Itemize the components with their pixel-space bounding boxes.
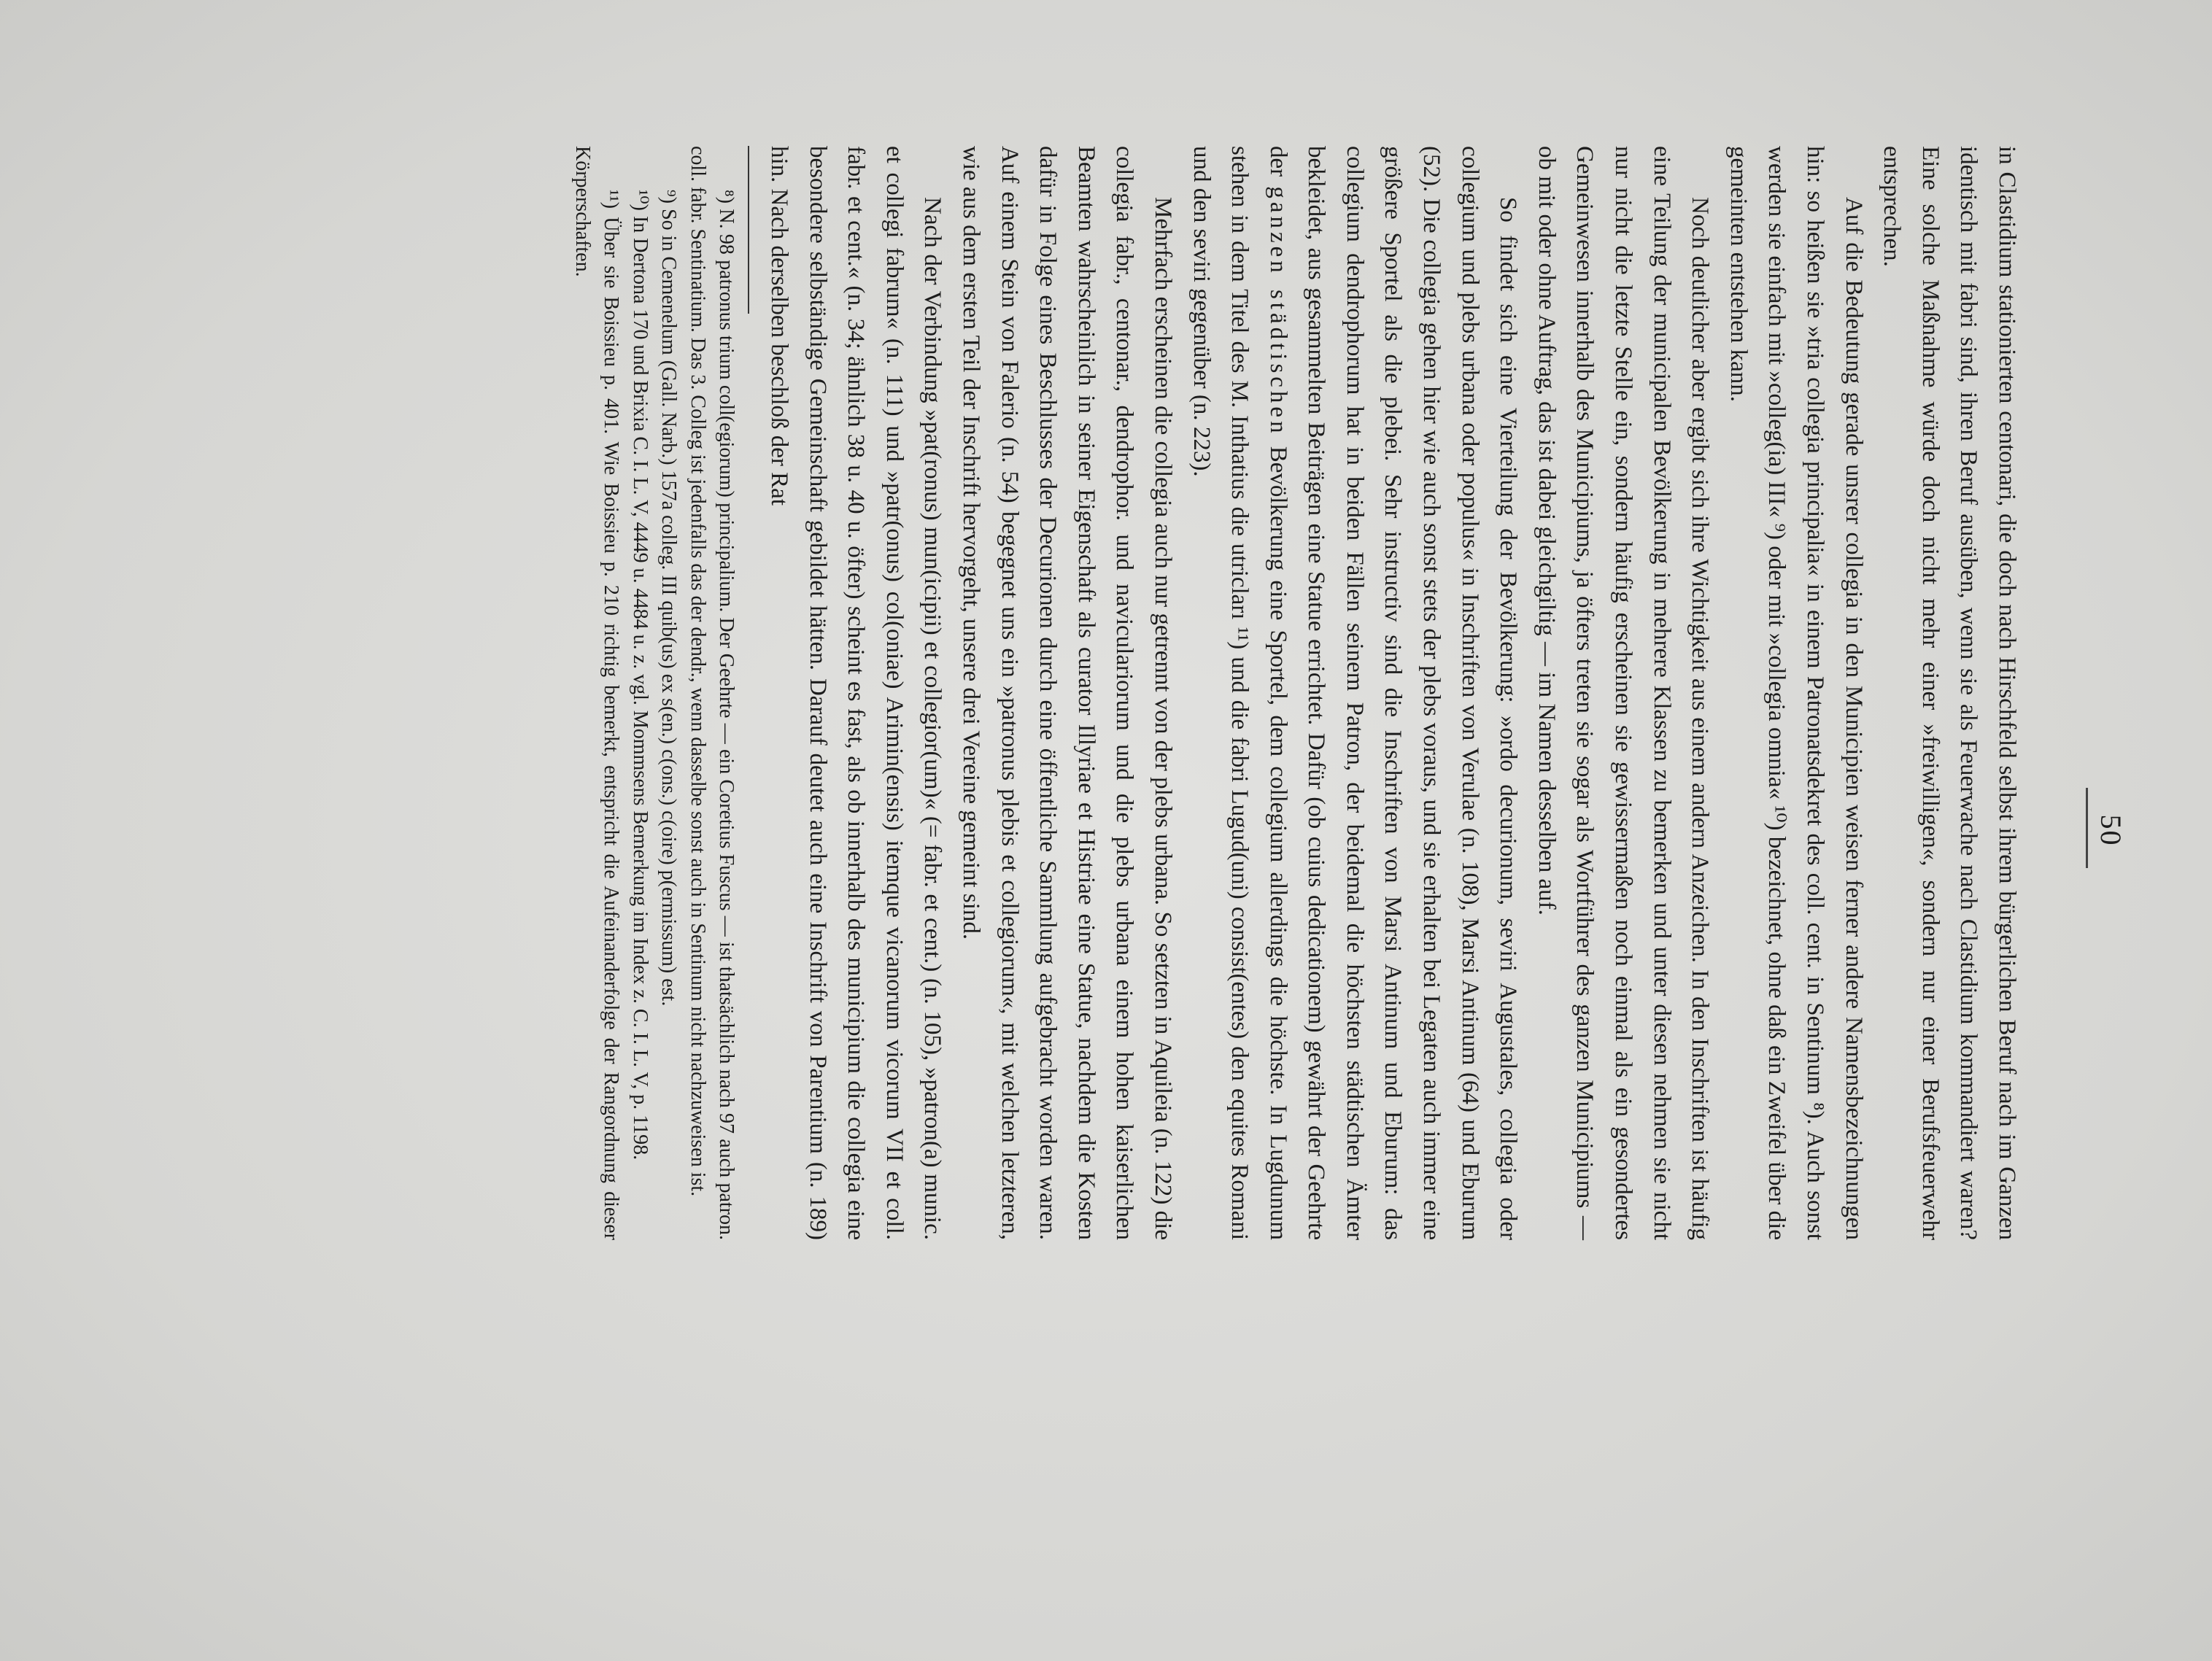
paragraph-text: Bevölkerung eine Sportel, dem collegium allerdings die höchste. In Lugdunum stehen in dem Titel des M. Inthatius die utricları ¹¹) und die fabri Lugud(uni) consist(entes) den equites Romani und den seviri gegenüber (n. 223). [1188,146,1291,1241]
footnote: ¹⁰) In Dertona 170 und Brixia C. I. L. V, 4449 u. 4484 u. z. vgl. Mommsens Bemerkung im Index z. C. I. L. V, p. 1198. [628,190,651,1161]
paragraph: Mehrfach erscheinen die collegia auch nur getrennt von der plebs urbana. So setzten in Aquileia (n. 122) die collegia fabr., centonar., dendrophor. und naviculariorum und die plebs urbana einem hohen kaiserlichen Beamten wahrscheinlich in seiner Eigenschaft als curator Illyriae et Histriae eine Statue, nachdem die Kosten dafür in Folge eines Beschlusses der Decurionen durch eine öffentliche Sammlung aufgebracht worden waren. Auf einem Stein von Falerio (n. 54) begegnet uns ein »patronus plebis et collegiorum«, mit welchen letzteren, wie aus dem ersten Teil der Inschrift hervorgeht, unsere drei Vereine gemeint sind. [957,146,1176,1240]
emphasized-text: ganzen städtischen [1264,186,1291,437]
paragraph: Noch deutlicher aber ergibt sich ihre Wichtigkeit aus einem andern Anzeichen. In den Inschriften ist häufig eine Teilung der municipalen Bevölkerung in mehrere Klassen zu bemerken und unter diesen nehmen sie nicht nur nicht die letzte Stelle ein, sondern häufig erscheinen sie gewissermaßen noch einmal als ein gesondertes Gemeinwesen innerhalb des Municipiums, ja öfters treten sie sogar als Wortführer des ganzen Municipiums — ob mit oder ohne Auftrag, das ist dabei gleichgiltig — im Namen desselben auf. [1533,146,1714,1240]
main-text-block [568,146,2026,1240]
paragraph [1182,146,1527,1240]
page-number-ornament [2086,788,2088,868]
footnote-divider [748,146,749,314]
paragraph-text: So findet sich eine Vierteilung der Bevölkerung: »ordo decurionum, seviri Augustales, collegia oder collegium und plebs urbana oder populus« in Inschriften von Verulae (n. 108), Marsi Antinum (64) und Eburum (52). Die collegia gehen hier wie auch sonst stets der plebs voraus, und sie erhalten bei Legaten auch immer eine größere Sportel als die plebei. Sehr instructiv sind die Inschriften von Marsi Antinum und Eburum: das collegium dendrophorum hat in beiden Fällen seinem Patron, der beidemal die höchsten städtischen Ämter bekleidet, aus gesammelten Beiträgen eine Statue errichtet. Dafür (ob cuius dedicationem) gewährt der Geehrte der [1264,146,1522,1240]
paragraph: Auf die Bedeutung gerade unsrer collegia in den Municipien weisen ferner andere Namensbezeichnungen hin: so heißen sie »tria collegia principalia« in einem Patronatsdekret des coll. cent. in Sentinum ⁸). Auch sonst werden sie einfach mit »colleg(ia) III« ⁹) oder mit »collegia omnia« ¹⁰) bezeichnet, ohne daß ein Zweifel über die gemeinten entstehen kann. [1725,146,1867,1240]
paragraph: Nach der Verbindung »pat(ronus) mun(icipii) et collegior(um)« (= fabr. et cent.) (n. 105), »patron(a) munic. et collegi fabrum« (n. 111) und »patr(onus) col(oniae) Arimin(ensis) itemque vicanorum vicorum VII et coll. fabr. et cent.« (n. 34; ähnlich 38 u. 40 u. öfter) scheint es fast, als ob innerhalb des municipium die collegia eine besondere selbständige Gemeinschaft gebildet hätten. Darauf deutet auch eine Inschrift von Parentium (n. 189) hin. Nach derselben beschloß der Rat [766,146,946,1240]
paragraph: in Clastidium stationierten centonari, die doch nach Hirschfeld selbst ihrem bürgerlichen Beruf nach im Ganzen identisch mit fabri sind, ihren Beruf ausüben, wenn sie als Feuerwache nach Clastidium kommandiert waren? Eine solche Maßnahme würde doch nicht mehr einer »freiwilligen«, sondern nur einer Berufsfeuerwehr entsprechen. [1879,146,2020,1240]
footnote: ⁸) N. 98 patronus trium coll(egiorum) principalium. Der Geehrte — ein Coretius Fuscus — ist thatsächlich nach 97 auch patron. coll. fabr. Sentinatium. Das 3. Colleg ist jedenfalls das der dendr., wenn dasselbe sonst auch in Sentinum nicht nachzuweisen ist. [686,146,738,1240]
footnote: ⁹) So in Cemenelum (Gall. Narb.) 157a colleg. III quib(us) ex s(en.) c(ons.) c(oire) p(ermissum) est. [657,190,681,1007]
page-number: 50 [2095,814,2127,847]
footnote: ¹¹) Über sie Boissieu p. 401. Wie Boissieu p. 210 richtig bemerkt, entspricht die Aufeinanderfolge der Rangordnung dieser Körperschaften. [571,146,623,1240]
